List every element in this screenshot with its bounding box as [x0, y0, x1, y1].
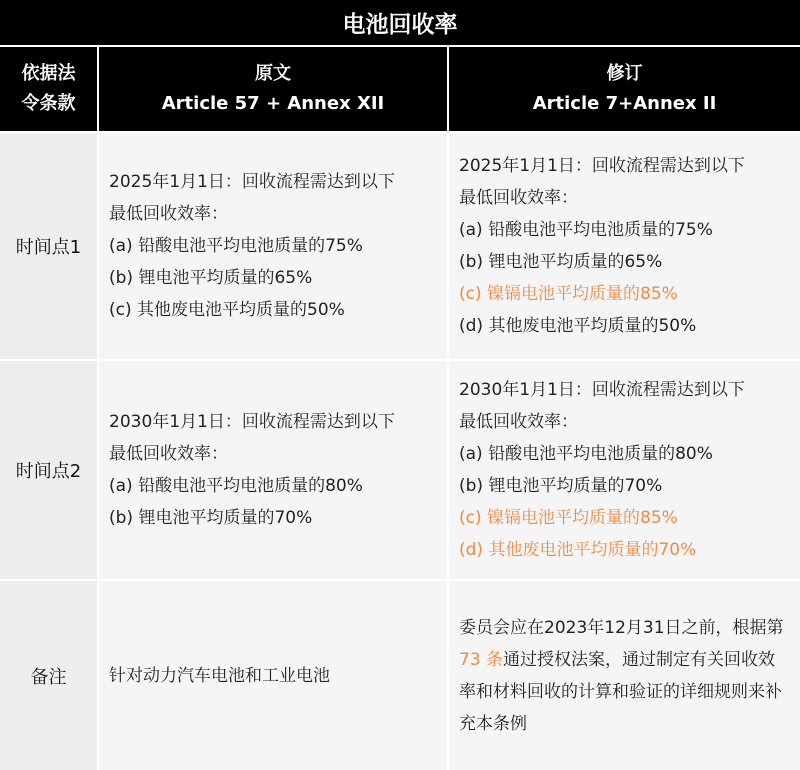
row-1-revised-line-highlight: (c) 镍镉电池平均质量的85%	[459, 284, 678, 304]
notes-original-text: 针对动力汽车电池和工业电池	[109, 665, 330, 686]
header-original-title: 原文	[255, 63, 291, 84]
header-law-clause-line-2: 令条款	[21, 93, 76, 114]
row-1-original-cell	[99, 133, 447, 359]
header-revised	[449, 47, 800, 131]
notes-revised-before: 委员会应在2023年12月31日之前，根据第	[459, 617, 784, 638]
row-2-revised-line: 最低回收效率：	[459, 412, 578, 432]
row-2-revised-line-highlight: (d) 其他废电池平均质量的70%	[459, 540, 697, 560]
row-1-revised-line: (d) 其他废电池平均质量的50%	[459, 316, 697, 336]
notes-revised-after: 通过授权法案，通过制定有关回收效率和材料回收的计算和验证的详细规则来补充本条例	[459, 649, 782, 734]
row-2-revised-cell	[449, 361, 800, 579]
row-1-original-line: (b) 锂电池平均质量的65%	[109, 268, 313, 288]
row-2-original-line: (a) 铅酸电池平均电池质量的80%	[109, 476, 363, 496]
row-label-notes: 备注	[0, 581, 97, 770]
notes-revised-text	[459, 612, 800, 740]
header-original-reference: Article 57 + Annex XII	[161, 93, 385, 114]
row-1-revised-line: 最低回收效率：	[459, 188, 578, 208]
row-2-revised-line-highlight: (c) 镍镉电池平均质量的85%	[459, 508, 678, 528]
header-law-clause-line-1: 依据法	[21, 63, 76, 84]
header-revised-title: 修订	[606, 63, 643, 84]
row-1-original-line: 最低回收效率：	[109, 204, 228, 224]
row-1-revised-cell	[449, 133, 800, 359]
row-3-revised-cell	[449, 581, 800, 770]
row-2-original-line: 2030年1月1日：回收流程需达到以下	[109, 412, 395, 432]
row-1-revised-line: 2025年1月1日：回收流程需达到以下	[459, 156, 745, 176]
header-revised-reference: Article 7+Annex II	[532, 93, 717, 114]
row-2-revised-line: 2030年1月1日：回收流程需达到以下	[459, 380, 745, 400]
header-original	[99, 47, 447, 131]
notes-article-reference-link: 73 条	[459, 649, 504, 670]
row-label-timepoint-1: 时间点1	[0, 133, 97, 359]
row-2-original-cell	[99, 361, 447, 579]
row-2-revised-line: (a) 铅酸电池平均电池质量的80%	[459, 444, 713, 464]
row-3-original-cell	[99, 581, 447, 770]
row-1-original-line: (a) 铅酸电池平均电池质量的75%	[109, 236, 363, 256]
row-1-original-line: (c) 其他废电池平均质量的50%	[109, 300, 345, 320]
row-2-original-line: (b) 锂电池平均质量的70%	[109, 508, 313, 528]
row-1-revised-line: (a) 铅酸电池平均电池质量的75%	[459, 220, 713, 240]
table-title: 电池回收率	[0, 0, 800, 45]
row-label-timepoint-2: 时间点2	[0, 361, 97, 579]
row-1-revised-line: (b) 锂电池平均质量的65%	[459, 252, 663, 272]
row-1-original-line: 2025年1月1日：回收流程需达到以下	[109, 172, 395, 192]
row-2-original-line: 最低回收效率：	[109, 444, 228, 464]
header-law-clause	[0, 47, 97, 131]
row-2-revised-line: (b) 锂电池平均质量的70%	[459, 476, 663, 496]
